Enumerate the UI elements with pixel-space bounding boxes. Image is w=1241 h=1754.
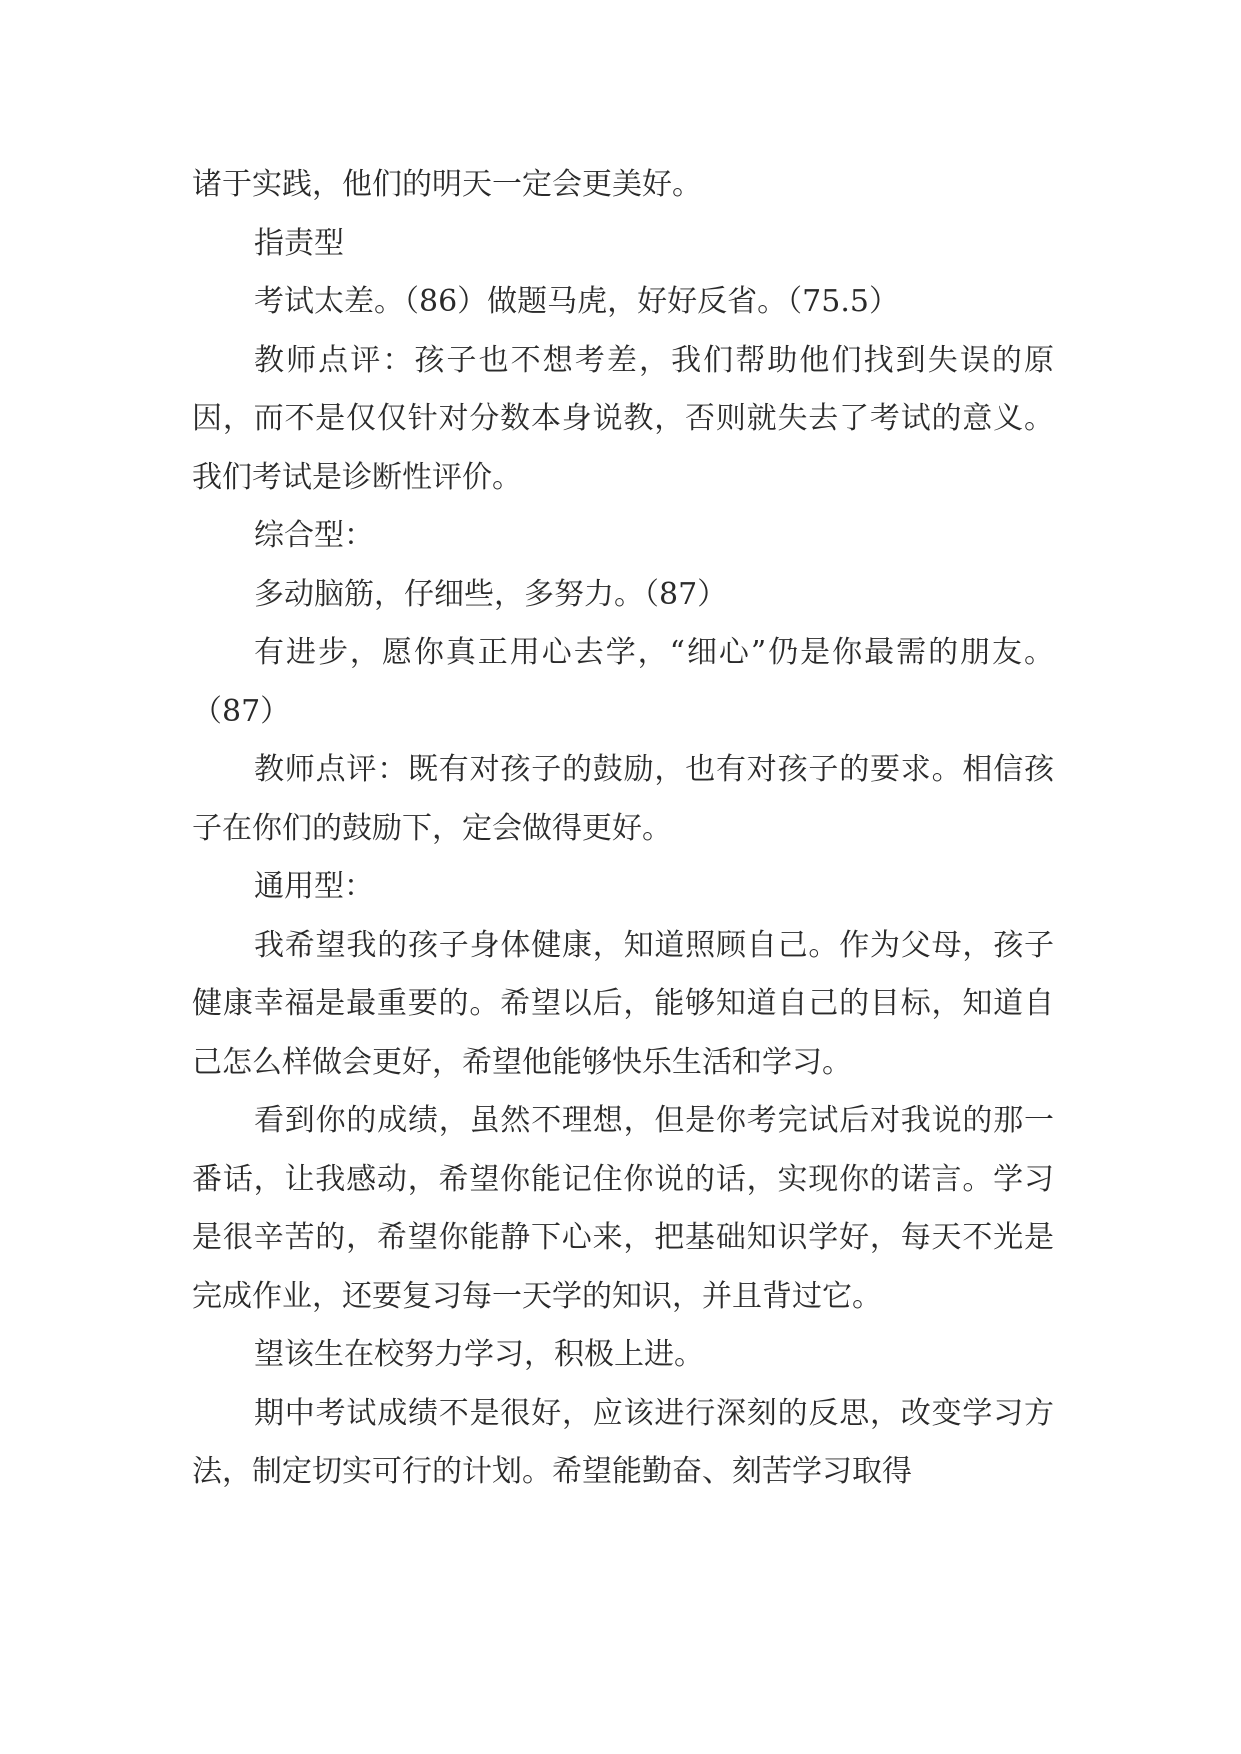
section-heading-blame-type: 指责型 bbox=[254, 225, 344, 261]
example-comment: 看到你的成绩，虽然不理想，但是你考完试后对我说的那一番话，让我感动，希望你能记住你说的话，实现你的诺言。学习是很辛苦的，希望你能静下心来，把基础知识学好，每天不光是完成作业，还要复习每一天学的知识，并且背过它。 bbox=[192, 1103, 1054, 1314]
example-comment: 多动脑筋，仔细些，多努力。（87） bbox=[254, 576, 728, 612]
teacher-review-paragraph: 教师点评：孩子也不想考差，我们帮助他们找到失误的原因，而不是仅仅针对分数本身说教，否则就失去了考试的意义。我们考试是诊断性评价。 bbox=[192, 342, 1054, 495]
example-comment: 有进步，愿你真正用心去学，“细心”仍是你最需的朋友。（87） bbox=[192, 635, 1054, 729]
paragraph-continuation: 诸于实践，他们的明天一定会更美好。 bbox=[192, 167, 702, 202]
teacher-review-paragraph: 教师点评：既有对孩子的鼓励，也有对孩子的要求。相信孩子在你们的鼓励下，定会做得更好。 bbox=[192, 752, 1054, 846]
section-heading-comprehensive-type: 综合型： bbox=[254, 518, 374, 553]
example-comment: 考试太差。（86）做题马虎，好好反省。（75.5） bbox=[254, 284, 899, 319]
example-comment: 期中考试成绩不是很好，应该进行深刻的反思，改变学习方法，制定切实可行的计划。希望能勤奋、刻苦学习取得 bbox=[192, 1395, 1054, 1489]
document-page bbox=[192, 156, 1054, 1502]
example-comment: 望该生在校努力学习，积极上进。 bbox=[254, 1337, 704, 1372]
example-comment: 我希望我的孩子身体健康，知道照顾自己。作为父母，孩子健康幸福是最重要的。希望以后，能够知道自己的目标，知道自己怎么样做会更好，希望他能够快乐生活和学习。 bbox=[192, 927, 1054, 1080]
section-heading-general-type: 通用型： bbox=[254, 869, 374, 904]
